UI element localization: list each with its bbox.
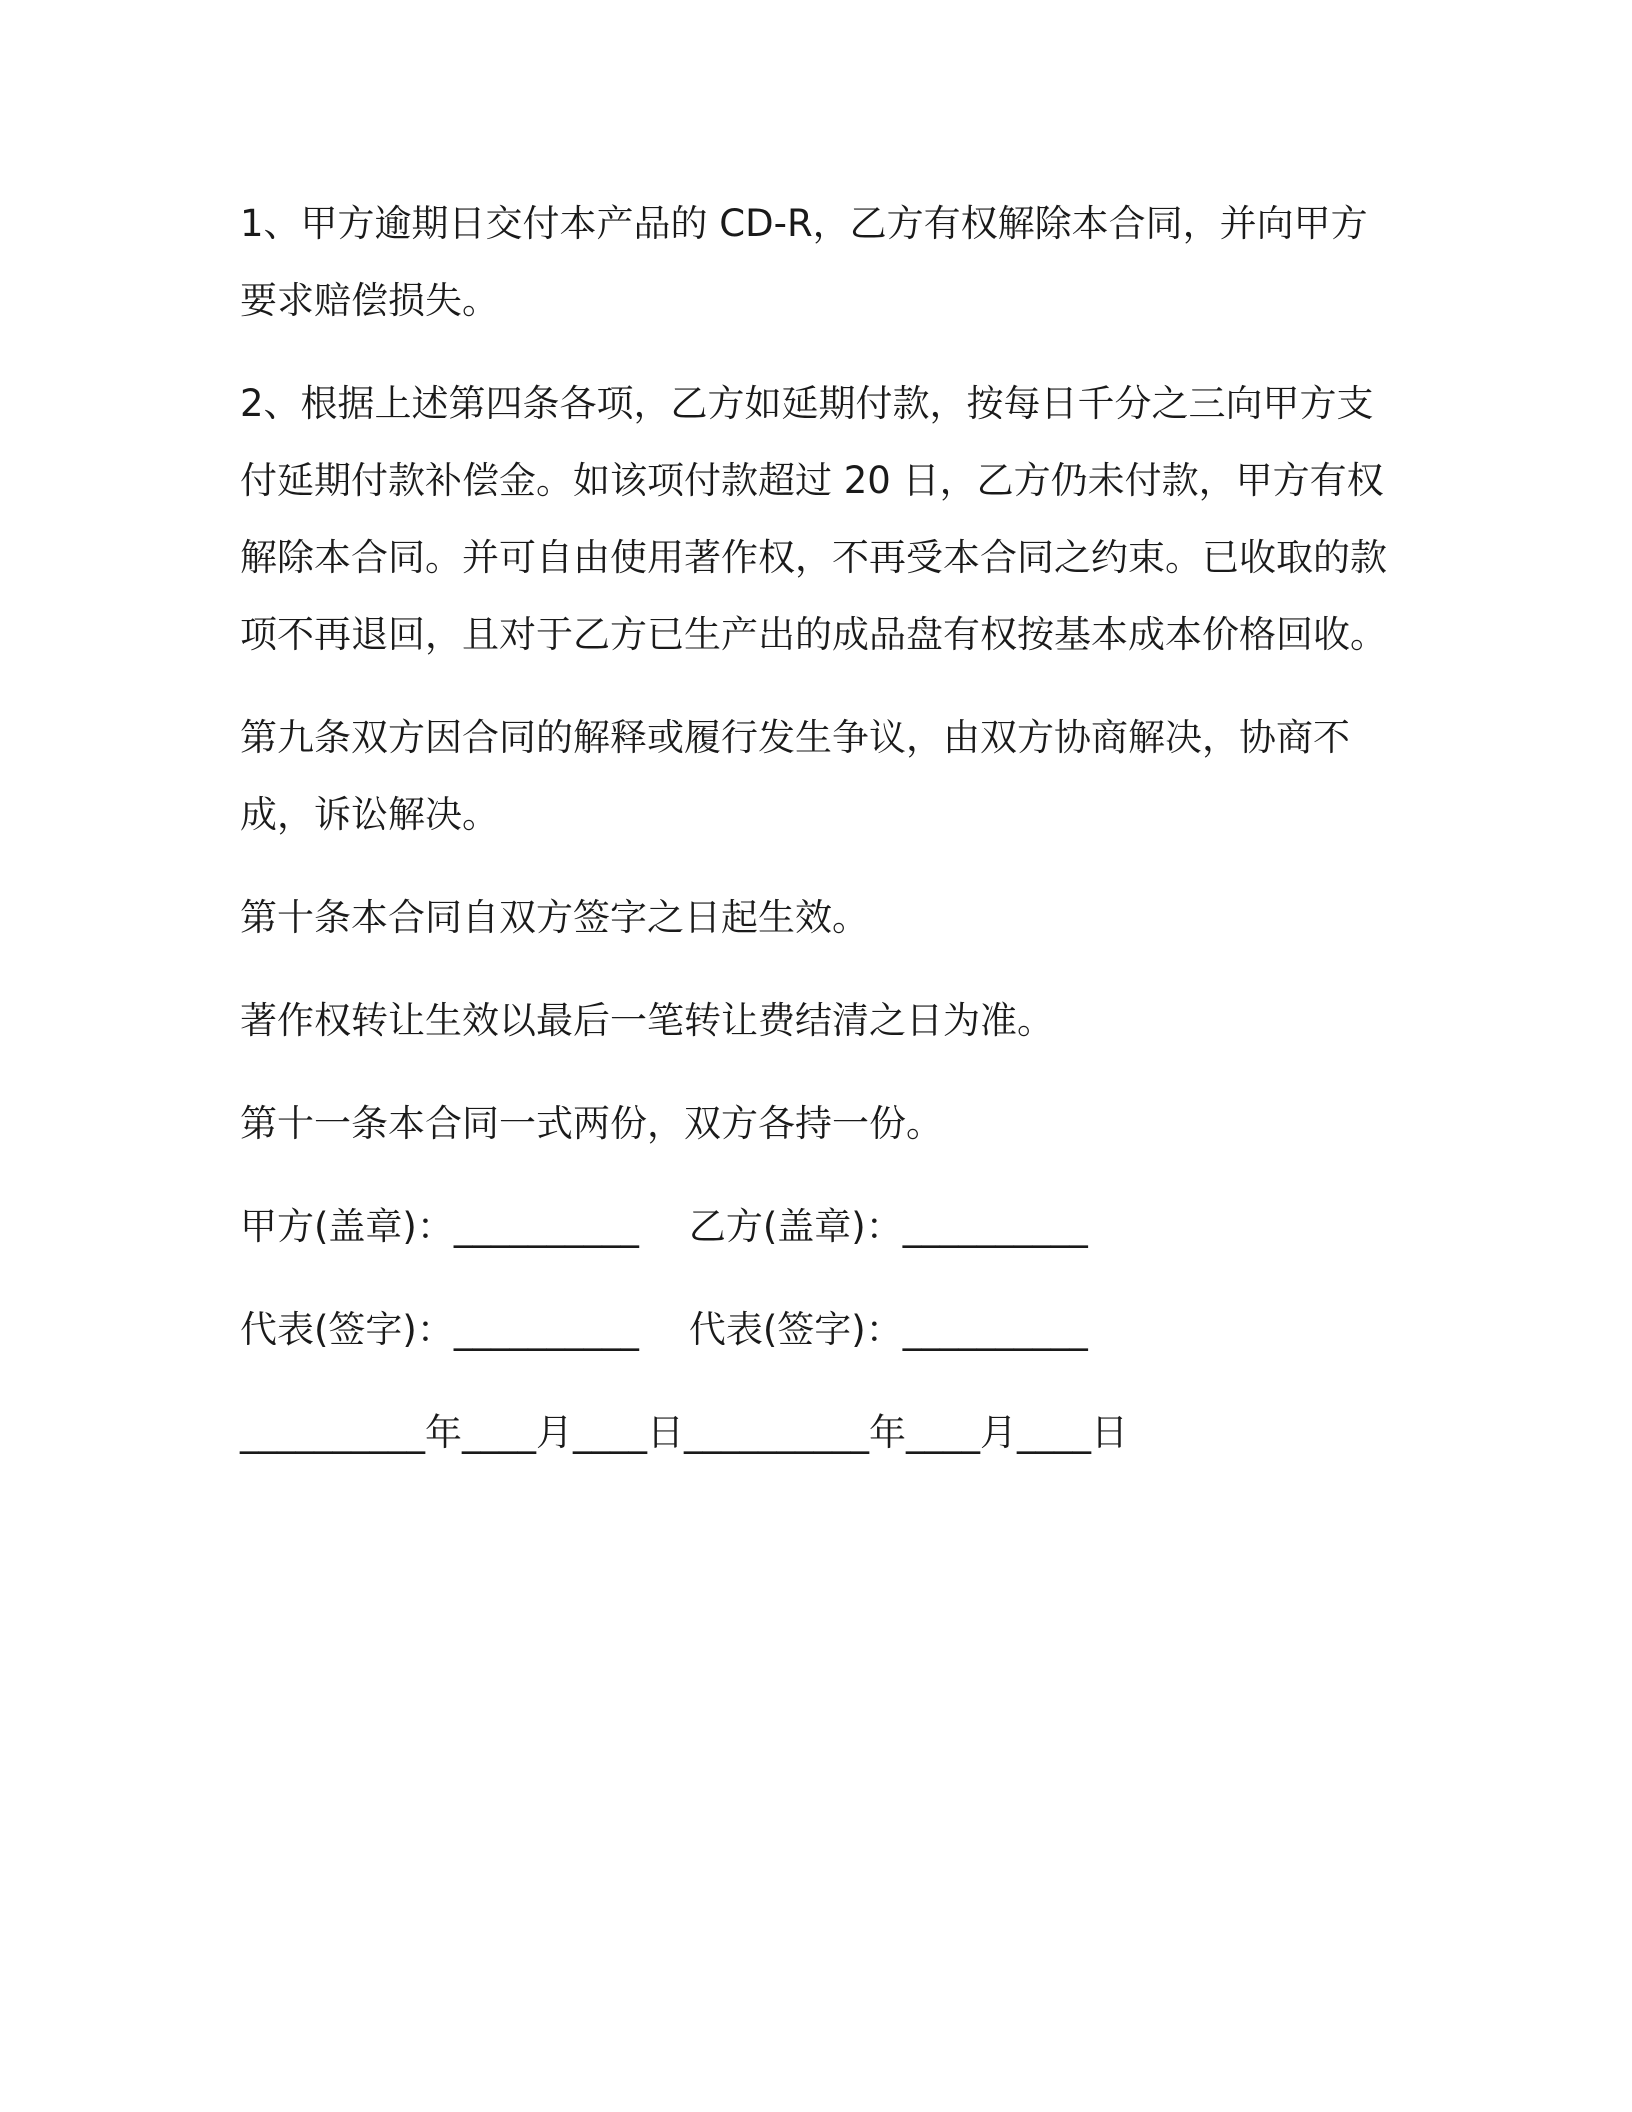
seal-row (240, 1188, 1390, 1265)
party-a-rep-line: 代表(签字)：__________ (240, 1308, 639, 1351)
article-10-paragraph: 第十条本合同自双方签字之日起生效。 (240, 896, 869, 939)
document-page (240, 185, 1390, 1497)
party-b-rep-line: 代表(签字)：__________ (688, 1308, 1088, 1351)
article-11-paragraph: 第十一条本合同一式两份，双方各持一份。 (240, 1102, 943, 1145)
copyright-transfer-paragraph: 著作权转让生效以最后一笔转让费结清之日为准。 (240, 999, 1054, 1042)
party-a-seal-line: 甲方(盖章)：__________ (240, 1205, 639, 1248)
party-b-seal-line: 乙方(盖章)：__________ (688, 1205, 1088, 1248)
date-row (240, 1394, 1390, 1471)
clause-2-paragraph: 2、根据上述第四条各项，乙方如延期付款，按每日千分之三向甲方支付延期付款补偿金。如该项付款超过 20 日，乙方仍未付款，甲方有权解除本合同。并可自由使用著作权，不再受本合同之约束。已收取的款项不再退回，且对于乙方已生产出的成品盘有权按基本成本价格回收。 (240, 382, 1387, 656)
article-9-paragraph: 第九条双方因合同的解释或履行发生争议，由双方协商解决，协商不成，诉讼解决。 (240, 716, 1350, 836)
clause-1-paragraph: 1、甲方逾期日交付本产品的 CD-R，乙方有权解除本合同，并向甲方要求赔偿损失。 (240, 202, 1368, 322)
representative-row (240, 1291, 1390, 1368)
date-line: __________年____月____日__________年____月____日 (240, 1411, 1128, 1454)
